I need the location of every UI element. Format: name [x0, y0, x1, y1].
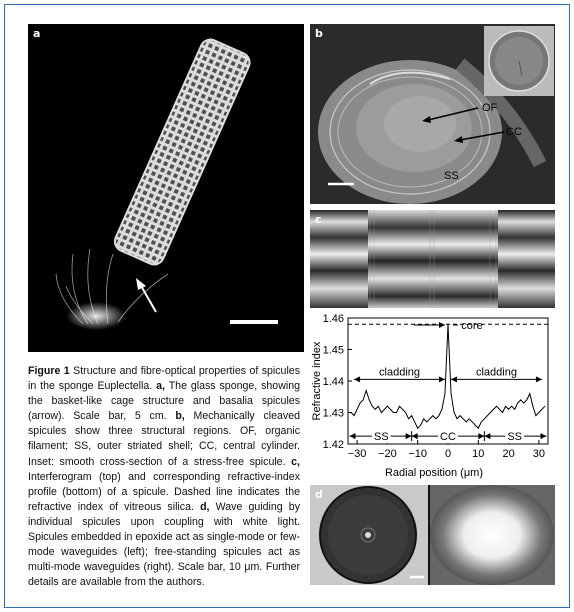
waveguide-images — [310, 485, 555, 585]
caption-d-text: Wave guiding by individual spicules upon coupling with white light. Spicules embedded in epoxide act as single-mode or few-mode waveguides (left); free-standing spicules act as multi-mode waveguides (right). Scale bar, 10 μm. Further details are available from the authors. — [28, 500, 300, 589]
x-tick-label: 20 — [502, 448, 515, 460]
y-tick-label: 1.45 — [322, 344, 344, 357]
interferogram-image — [310, 210, 555, 308]
cladding-right-arrow-head — [451, 376, 457, 382]
x-tick-label: −30 — [347, 448, 367, 460]
cc-arrow-head — [412, 433, 418, 439]
panel-c-interferogram — [310, 210, 555, 308]
label-cc: CC — [506, 126, 522, 138]
panel-label-a: a — [33, 27, 41, 40]
panel-label-c: c — [315, 213, 322, 226]
caption-intro: Structure and fibre-optical properties of spicules in the sponge Euplectella. — [28, 365, 300, 393]
panel-label-d: d — [315, 488, 323, 501]
figure-caption — [28, 364, 300, 590]
chart-annotations — [350, 320, 547, 443]
refractive-index-chart — [306, 314, 556, 489]
core-label: core — [461, 320, 483, 332]
label-of: OF — [482, 102, 498, 114]
x-tick-label: −10 — [408, 448, 428, 460]
caption-a-label: a, — [156, 380, 165, 393]
ss-left-arrow-head — [406, 433, 412, 439]
y-tick-label: 1.44 — [322, 376, 344, 388]
core-arrow-head — [439, 322, 445, 328]
panel-a-glass-sponge-photo — [28, 24, 304, 352]
cc-arrow-head — [478, 433, 484, 439]
caption-title: Figure 1 — [28, 365, 70, 377]
caption-b-text: Mechanically cleaved spicules show three structural regions. OF, organic filament; SS, outer striated shell; CC, central cylinder. Inset: smooth cross-section of a stress-free spicule. — [28, 410, 300, 468]
plot-frame — [348, 318, 548, 444]
x-axis-label: Radial position (μm) — [384, 467, 484, 479]
ss-right-label: SS — [507, 431, 523, 444]
panel-b-cleaved-spicule — [310, 24, 555, 204]
spicule-sem-image — [310, 24, 555, 204]
cladding-left-label: cladding — [379, 366, 421, 379]
caption-d-label: d, — [200, 500, 210, 513]
caption-a-text: The glass sponge, showing the basket-like cage structure and basalia spicules (arrow). Scale bar, 5 cm. — [28, 380, 300, 423]
caption-c-label: c, — [291, 455, 300, 468]
panel-d-wave-guiding — [310, 485, 555, 585]
x-tick-label: 30 — [532, 448, 546, 460]
x-tick-label: −20 — [378, 448, 397, 460]
x-tick-label: 10 — [472, 448, 485, 460]
cladding-left-arrow-head — [354, 376, 360, 382]
ss-left-arrow-head — [350, 433, 356, 439]
label-ss: SS — [444, 170, 459, 182]
y-axis-label: Refractive index — [311, 341, 323, 421]
caption-b-label: b, — [175, 410, 185, 423]
panel-label-b: b — [315, 27, 323, 40]
y-tick-label: 1.43 — [322, 407, 344, 420]
cladding-right-arrow-head — [536, 376, 542, 382]
sponge-image — [28, 24, 304, 352]
cc-label: CC — [440, 431, 456, 444]
y-tick-label: 1.42 — [322, 439, 344, 451]
x-tick-label: 0 — [444, 448, 452, 460]
ss-right-arrow-head — [484, 433, 490, 439]
cladding-right-label: cladding — [475, 366, 517, 379]
arrow-basalia — [140, 284, 156, 312]
ss-left-label: SS — [373, 431, 389, 444]
caption-c-text: Interferogram (top) and corresponding refractive-index profile (bottom) of a spicule. Dashed line indicates the refractive index of vitreous silica. — [28, 470, 300, 513]
y-tick-label: 1.46 — [322, 313, 344, 325]
scale-bar — [230, 320, 278, 324]
ss-right-arrow-head — [540, 433, 546, 439]
cladding-left-arrow-head — [439, 376, 445, 382]
